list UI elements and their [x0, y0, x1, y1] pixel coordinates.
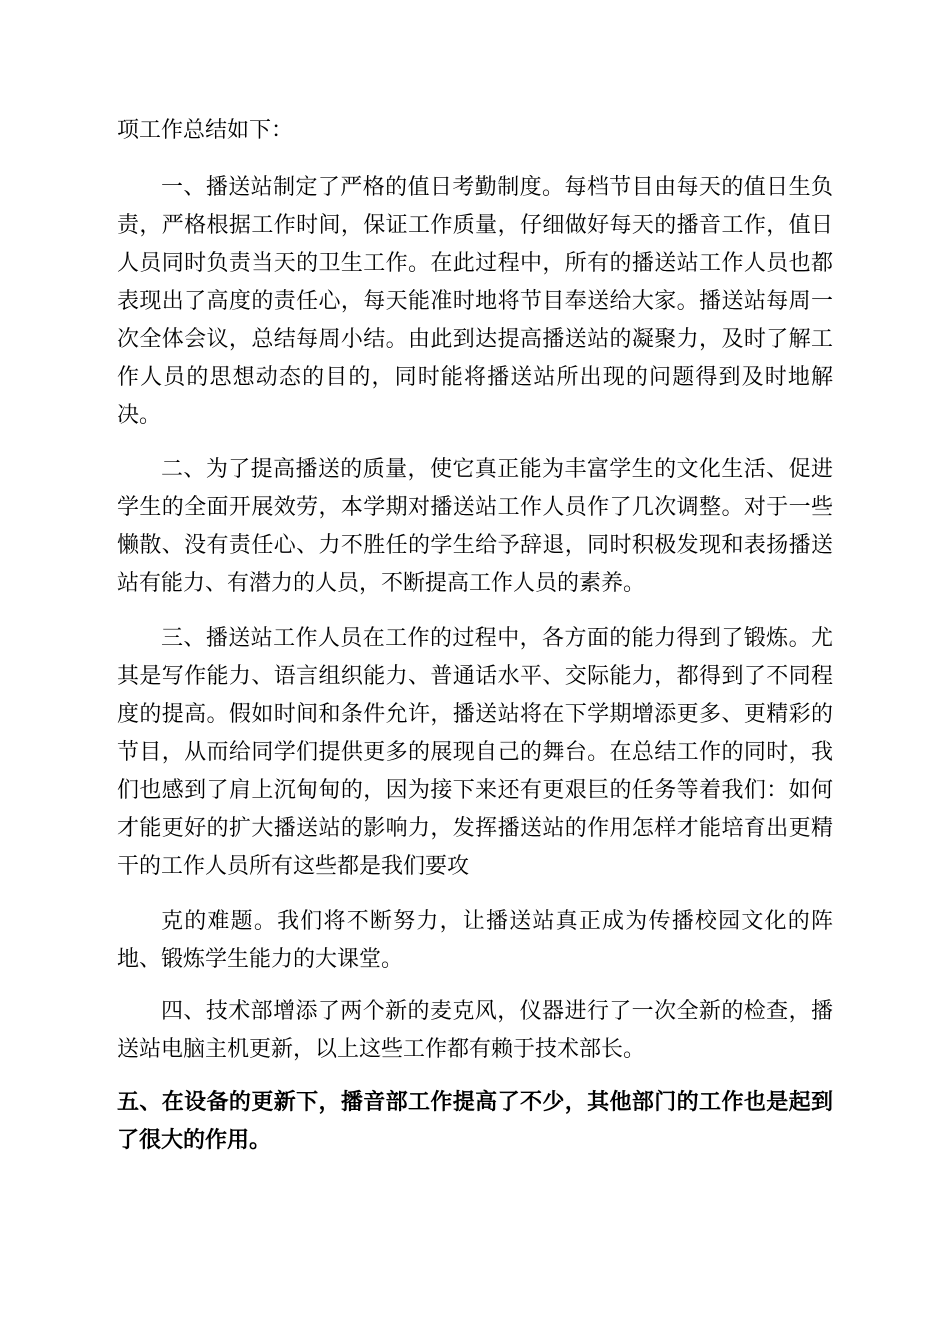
paragraph-item-5-bold: 五、在设备的更新下，播音部工作提高了不少，其他部门的工作也是起到了很大的作用。 [117, 1090, 833, 1153]
paragraph-intro: 项工作总结如下： [117, 118, 294, 143]
paragraph-item-2: 二、为了提高播送的质量，使它真正能为丰富学生的文化生活、促进学生的全面开展效劳，本学期对播送站工作人员作了几次调整。对于一些懒散、没有责任心、力不胜任的学生给予辞退，同时积极发现和表扬播送站有能力、有潜力的人员，不断提高工作人员的素养。 [117, 457, 833, 596]
paragraph-item-4: 四、技术部增添了两个新的麦克风，仪器进行了一次全新的检查，播送站电脑主机更新，以上这些工作都有赖于技术部长。 [117, 999, 833, 1062]
paragraph-item-3-continued: 克的难题。我们将不断努力，让播送站真正成为传播校园文化的阵地、锻炼学生能力的大课堂。 [117, 909, 833, 972]
paragraph-item-3: 三、播送站工作人员在工作的过程中，各方面的能力得到了锻炼。尤其是写作能力、语言组织能力、普通话水平、交际能力，都得到了不同程度的提高。假如时间和条件允许，播送站将在下学期增添更多、更精彩的节目，从而给同学们提供更多的展现自己的舞台。在总结工作的同时，我们也感到了肩上沉甸甸的，因为接下来还有更艰巨的任务等着我们：如何才能更好的扩大播送站的影响力，发挥播送站的作用怎样才能培育出更精干的工作人员所有这些都是我们要攻 [117, 626, 833, 879]
paragraph-item-1: 一、播送站制定了严格的值日考勤制度。每档节目由每天的值日生负责，严格根据工作时间，保证工作质量，仔细做好每天的播音工作，值日人员同时负责当天的卫生工作。在此过程中，所有的播送站工作人员也都表现出了高度的责任心，每天能准时地将节目奉送给大家。播送站每周一次全体会议，总结每周小结。由此到达提高播送站的凝聚力，及时了解工作人员的思想动态的目的，同时能将播送站所出现的问题得到及时地解决。 [117, 175, 833, 428]
